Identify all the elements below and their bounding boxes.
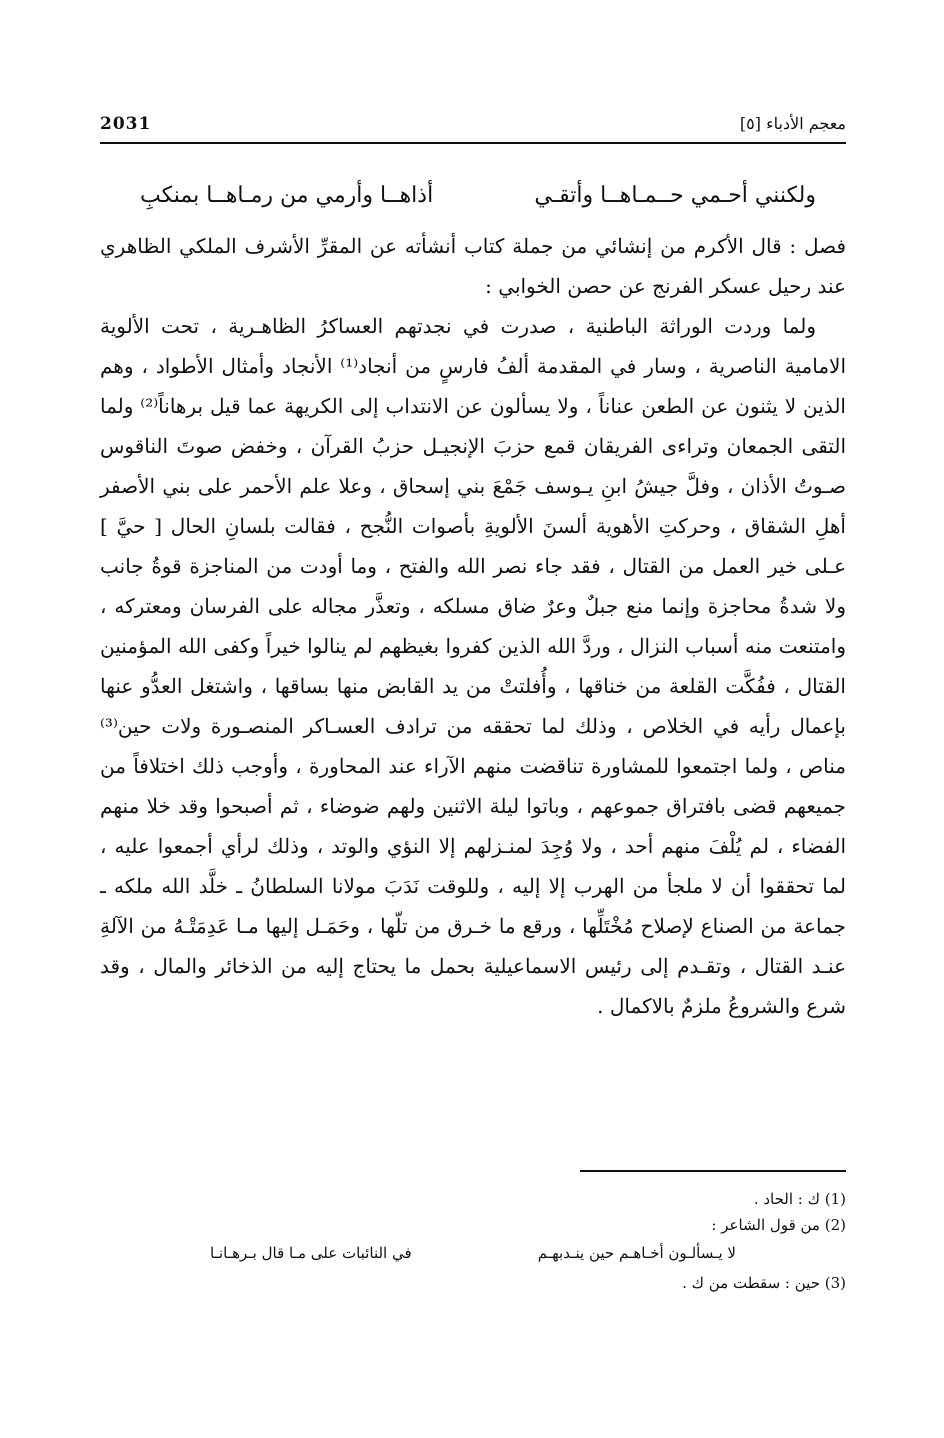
running-header — [100, 112, 846, 142]
footnote-1: (1) ك : الحاد . — [753, 1190, 846, 1208]
footnote-3: (3) حين : سقطت من ك . — [682, 1274, 846, 1292]
footnote-divider — [580, 1170, 846, 1172]
book-title: معجم الأدباء [٥] — [739, 114, 846, 133]
paragraph-letter: ولما وردت الوراثة الباطنية ، صدرت في نجدتهم العساكرُ الظاهـرية ، تحت الألوية الامامية الناصرية ، وسار في المقدمة ألفُ فارسٍ من أنجاد⁽¹⁾ الأنجاد وأمثال الأطواد ، وهم الذين لا يثنون عن الطعن عناناً ، ولا يسألون عن الانتداب إلى الكريهة عما قيل برهاناً⁽²⁾ ولما التقى الجمعان وتراءى الفريقان قمع حزبَ الإنجيـل حزبُ القرآن ، وخفض صوتَ الناقوس صـوتُ الأذان ، وفلَّ جيشُ ابنِ يـوسف جَمْعَ بني إسحاق ، وعلا علم الأحمر على بني الأصفر أهلِ الشقاق ، وحركتِ الأهوية ألسنَ الألويةِ بأصوات النُّجح ، فقالت بلسانِ الحال [ حيَّ ] عـلى خير العمل من القتال ، فقد جاء نصر الله والفتح ، وما أودت من المناجزة قوةُ جانب ولا شدةُ محاجزة وإنما منع جبلٌ وعرٌ ضاق مسلكه ، وتعذَّر مجاله على الفرسان ومعتركه ، وامتنعت منه أسباب النزال ، وردَّ الله الذين كفروا بغيظهم لم ينالوا خيراً وكفى الله المؤمنين القتال ، ففُكَّت القلعة من خناقها ، وأُفلتتْ من يد القابض منها بساقها ، واشتغل العدُّو عنها بإعمال رأيه في الخلاص ، وذلك لما تحققه من ترادف العسـاكر المنصـورة ولات حين⁽³⁾ مناص ، ولما اجتمعوا للمشاورة تناقضت منهم الآراء عند المحاورة ، وأوجب ذلك اختلافاً من جميعهم قضى بافتراق جموعهم ، وباتوا ليلة الاثنين ولهم ضوضاء ، ثم أصبحوا وقد خلا منهم الفضاء ، لم يُلْفَ منهم أحد ، ولا وُجِدَ لمنـزلهم إلا النؤي والوتد ، وذلك لرأي أجمعوا عليه ، لما تحققوا أن لا ملجأ من الهرب إلا إليه ، وللوقت نَدَبَ مولانا السلطانُ ـ خلَّد الله ملكه ـ جماعة من الصناع لإصلاح مُخْتَلِّها ، ورقع ما خـرق من تلّها ، وحَمَـل إليها مـا عَدِمَتْـهُ من الآلةِ عنـد القتال ، وتقـدم إلى رئيس الاسماعيلية بحمل ما يحتاج إليه من الذخائر والمال ، وقد شرع والشروعُ ملزمٌ بالاكمال . — [100, 314, 847, 1018]
footnote-2-verse — [100, 1240, 846, 1268]
paragraph-intro: فصل : قال الأكرم من إنشائي من جملة كتاب أنشأته عن المقرِّ الأشرف الملكي الظاهري عند رحيل عسكر الفرنج عن حصن الخوابي : — [100, 234, 846, 298]
main-text — [100, 226, 846, 1026]
poem-verse — [100, 176, 846, 220]
verse-second-hemistich: أذاهــا وأرمي من رمـاهــا بمنكبِ — [140, 183, 434, 208]
footnote-2: (2) من قول الشاعر : — [711, 1216, 846, 1234]
page-number: 2031 — [100, 114, 152, 134]
footnote-verse-second: في النائبات على مـا قال بـرهـانـا — [210, 1244, 412, 1262]
verse-first-hemistich: ولكنني أحـمي حــمـاهــا وأتقـي — [534, 183, 816, 208]
footnotes — [100, 1186, 846, 1296]
footnote-verse-first: لا يـسألـون أخـاهـم حين ينـدبهـم — [537, 1244, 736, 1262]
header-divider — [100, 142, 846, 144]
